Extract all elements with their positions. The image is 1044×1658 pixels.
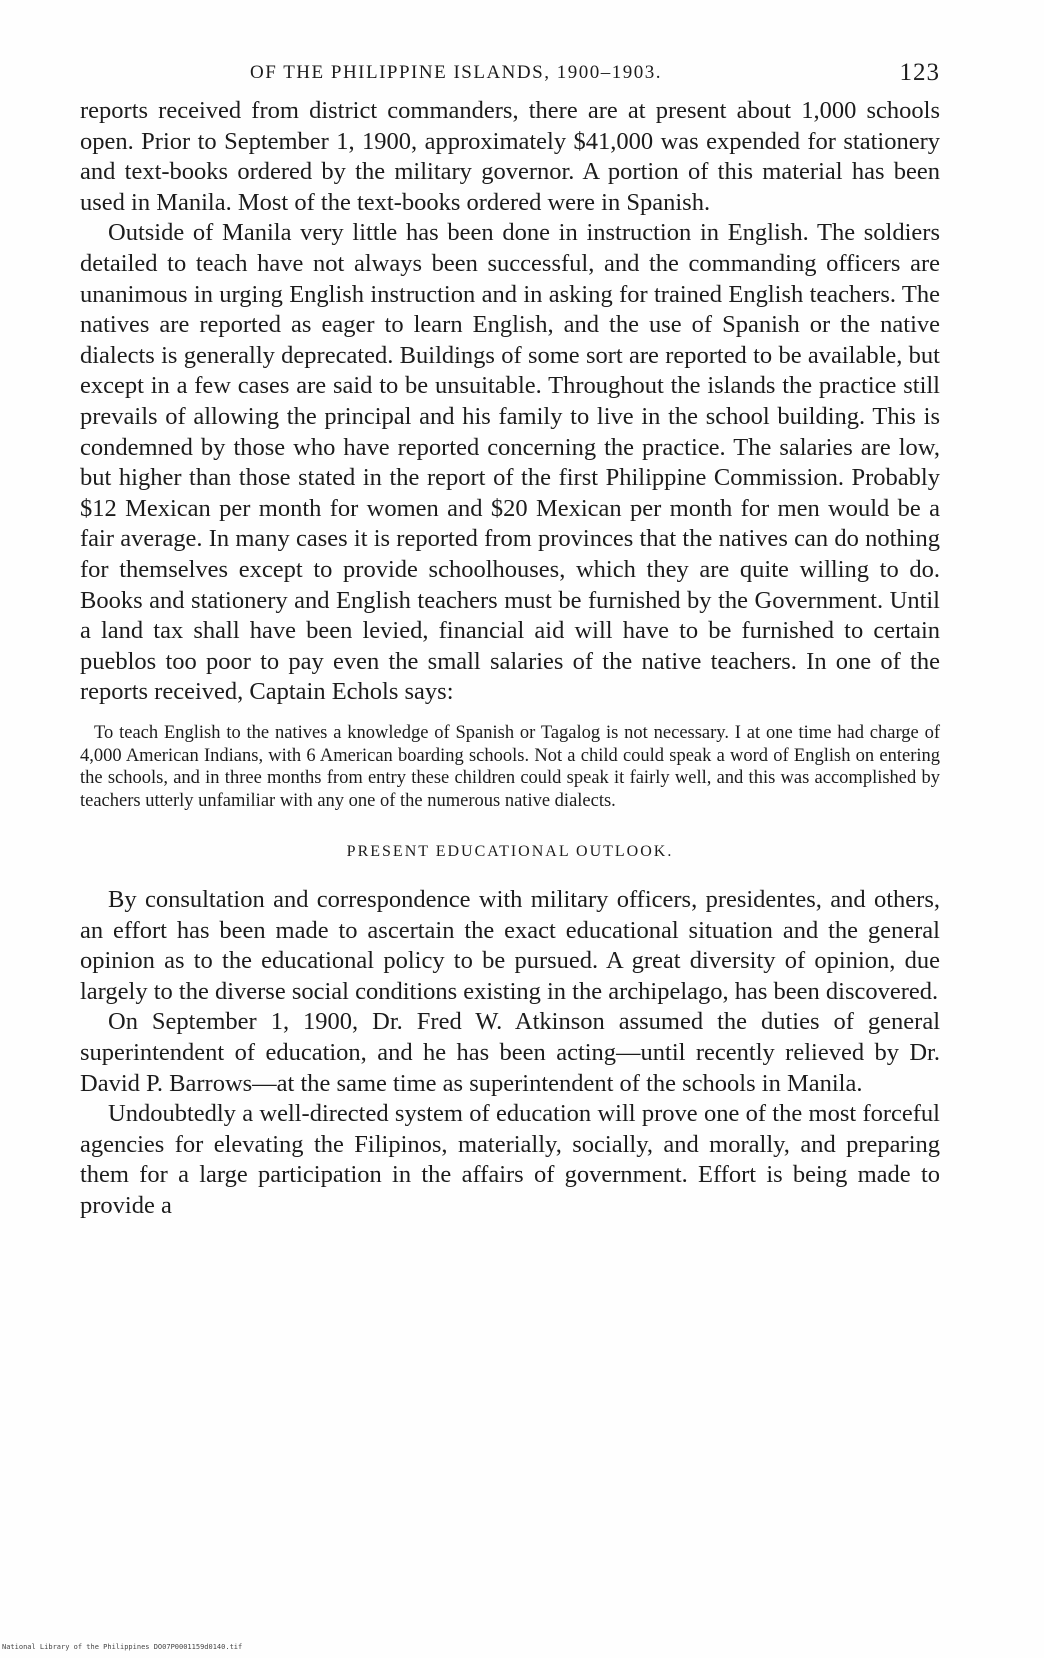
paragraph-outside-manila: Outside of Manila very little has been done in instruction in English. The soldiers detailed to teach have not always been successful, and the commanding officers are unanimous in urging English instruction and in asking for trained English teachers. The natives are reported as eager to learn English, and the use of Spanish or the native dialects is generally deprecated. Buildings of some sort are reported to be available, but except in a few cases are said to be unsuitable. Throughout the islands the practice still prevails of allowing the principal and his family to live in the school building. This is condemned by those who have reported concerning the practice. The salaries are low, but higher than those stated in the report of the first Philippine Commission. Probably $12 Mexican per month for women and $20 Mexican per month for men would be a fair average. In many cases it is reported from provinces that the natives can do nothing for themselves except to provide schoolhouses, which they are quite willing to do. Books and stationery and English teachers must be furnished by the Government. Until a land tax shall have been levied, financial aid will have to be furnished to certain pueblos too poor to pay even the small salaries of the native teachers. In one of the reports received, Captain Echols says: [80, 219, 940, 706]
footer-credit: National Library of the Philippines DO07P0001159d0140.tif [2, 1643, 243, 1651]
paragraph-undoubtedly: Undoubtedly a well-directed system of education will prove one of the most forceful agencies for elevating the Filipinos, materially, socially, and morally, and preparing them for a large participation in the affairs of government. Effort is being made to provide a [80, 1100, 940, 1219]
page-number: 123 [899, 59, 940, 86]
paragraph-consultation: By consultation and correspondence with military officers, presidentes, and others, an effort has been made to ascertain the exact educational situation and the general opinion as to the educational policy to be pursued. A great diversity of opinion, due largely to the diverse social conditions existing in the archipelago, has been discovered. [80, 886, 940, 1005]
body-text [80, 96, 940, 1222]
block-quote-echols: To teach English to the natives a knowledge of Spanish or Tagalog is not necessary. I at one time had charge of 4,000 American Indians, with 6 American boarding schools. Not a child could speak a word of English on entering the schools, and in three months from entry these children could speak it fairly well, and this was accomplished by teachers utterly unfamiliar with any one of the numerous native dialects. [80, 722, 940, 812]
running-head [80, 59, 940, 92]
running-title: OF THE PHILIPPINE ISLANDS, 1900–1903. [250, 62, 662, 83]
paragraph-continuation: reports received from district commanders, there are at present about 1,000 schools open. Prior to September 1, 1900, approximately $41,000 was expended for stationery and text-books ordered by the military governor. A portion of this material has been used in Manila. Most of the text-books ordered were in Spanish. [80, 97, 940, 216]
paragraph-atkinson: On September 1, 1900, Dr. Fred W. Atkinson assumed the duties of general superintendent of education, and he has been acting—until recently relieved by Dr. David P. Barrows—at the same time as superintendent of the schools in Manila. [80, 1008, 940, 1097]
section-heading: PRESENT EDUCATIONAL OUTLOOK. [346, 843, 674, 861]
